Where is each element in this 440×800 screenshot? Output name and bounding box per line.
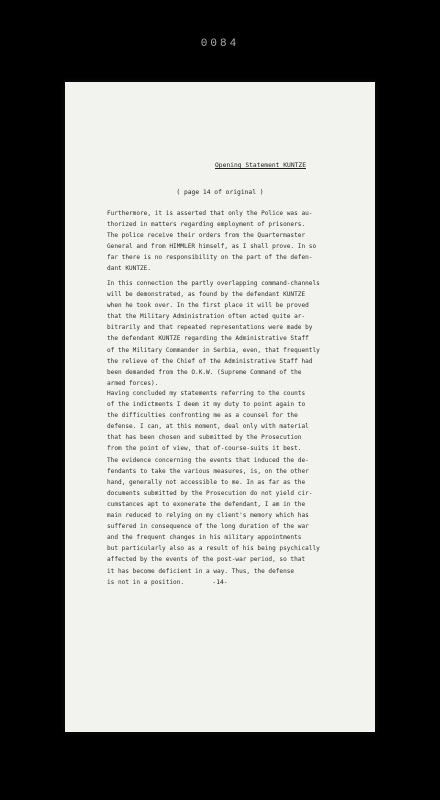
paragraph-line: the relieve of the Chief of the Administrative Staff had xyxy=(107,357,313,365)
paragraph-line: the difficulties confronting me as a counsel for the xyxy=(107,412,298,420)
document-page xyxy=(65,82,375,732)
paragraph-line: fendants to take the various measures, is, on the other xyxy=(107,467,309,475)
paragraph-line: suffered in consequence of the long duration of the war xyxy=(107,523,309,531)
paragraph-line: is not in a position. xyxy=(107,578,185,586)
paragraph-line: it has become deficient in a way. Thus, the defense xyxy=(107,567,295,575)
document-heading: Opening Statement KUNTZE xyxy=(215,162,306,169)
paragraph-line: The evidence concerning the events that induced the de- xyxy=(107,456,309,464)
paragraph-line: In this connection the partly overlapping command-channels xyxy=(107,280,320,287)
paragraph-line: armed forces). xyxy=(107,379,159,387)
paragraph-line: Having concluded my statements referring to the counts xyxy=(107,390,306,397)
paragraph-line: the defendant KUNTZE regarding the Administrative Staff xyxy=(107,335,309,343)
paragraph-line: but particularly also as a result of his being psychically xyxy=(107,545,320,553)
paragraph-line: that has been chosen and submitted by the Prosecution xyxy=(107,434,302,442)
microfilm-frame-number: 0084 xyxy=(200,38,240,50)
paragraph-line: from the point of view, that of-course-suits it best. xyxy=(107,445,302,453)
paragraph-1 xyxy=(107,210,359,277)
paragraph-line: defense. I can, at this moment, deal only with material xyxy=(107,423,309,431)
paragraph-line: dant KUNTZE. xyxy=(107,265,152,273)
paragraph-line: affected by the events of the post-war period, so that xyxy=(107,556,306,564)
paragraph-line: far there is no responsibility on the part of the defen- xyxy=(107,254,313,262)
page-number: -14- xyxy=(212,579,228,586)
paragraph-line: been demanded from the O.K.W. (Supreme Command of the xyxy=(107,368,302,376)
document-subheading: ( page 14 of original ) xyxy=(176,189,264,196)
paragraph-line: The police receive their orders from the Quartermaster xyxy=(107,232,306,240)
paragraph-3 xyxy=(107,390,359,590)
paragraph-line: that the Military Administration often acted quite ar- xyxy=(107,313,306,321)
paragraph-2 xyxy=(107,280,359,391)
paragraph-line: will be demonstrated, as found by the defendant KUNTZE xyxy=(107,291,306,299)
paragraph-line: General and from HIMMLER himself, as I shall prove. In so xyxy=(107,243,317,251)
paragraph-line: of the indictments I deem it my duty to point again to xyxy=(107,401,306,409)
paragraph-line: bitrarily and that repeated representations were made by xyxy=(107,324,313,332)
paragraph-line: cumstances apt to exonerate the defendant, I am in the xyxy=(107,500,306,508)
paragraph-line: thorized in matters regarding employment of prisoners. xyxy=(107,221,306,229)
paragraph-line: and the frequent changes in his military appointments xyxy=(107,534,302,542)
paragraph-line: main reduced to relying on my client's memory which has xyxy=(107,512,309,520)
paragraph-line: documents submitted by the Prosecution do not yield cir- xyxy=(107,489,313,497)
paragraph-line: when he took over. In the first place it will be proved xyxy=(107,302,309,310)
paragraph-line: Furthermore, it is asserted that only the Police was au- xyxy=(107,210,313,217)
paragraph-line: of the Military Commander in Serbia, even, that frequently xyxy=(107,346,320,354)
paragraph-line: hand, generally not accessible to me. In as far as the xyxy=(107,478,306,486)
